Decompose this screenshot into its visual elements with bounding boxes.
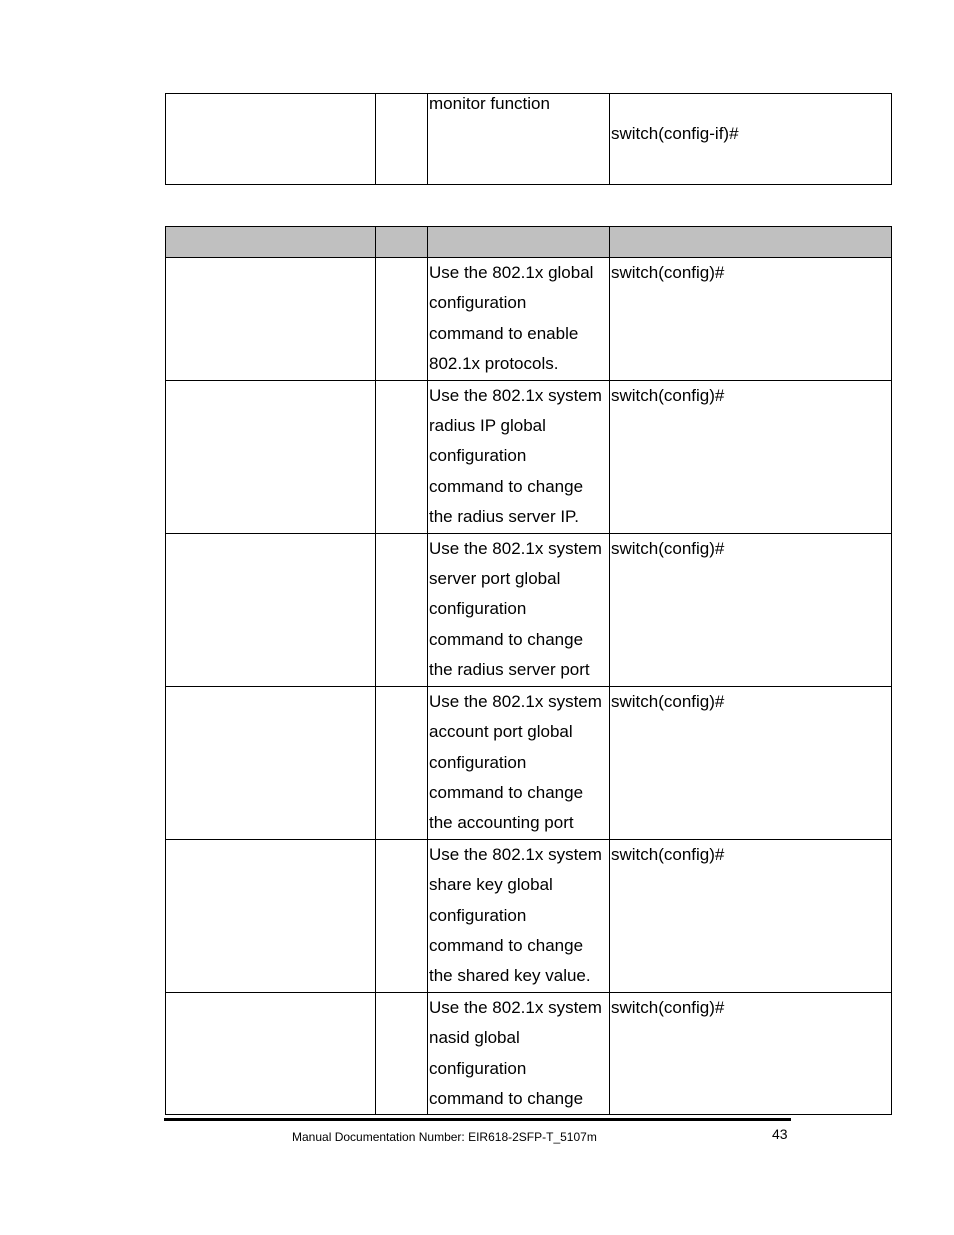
parameter-cell [376, 839, 428, 992]
description-cell [428, 533, 610, 686]
command-cell [166, 686, 376, 839]
table-row [166, 258, 892, 381]
mode-cell: switch(config-if)# [610, 94, 892, 185]
command-cell [166, 839, 376, 992]
page-number: 43 [772, 1126, 788, 1142]
description-line: nasid global [429, 1028, 520, 1048]
description-line: configuration [429, 1058, 527, 1078]
description-line: radius IP global [429, 416, 546, 436]
description-line: Use the 802.1x global [429, 263, 594, 282]
command-cell [166, 533, 376, 686]
description-line: Use the 802.1x system [429, 538, 602, 558]
table-row [166, 686, 892, 839]
description-cell: monitor function [428, 94, 610, 185]
table-row [166, 992, 892, 1115]
mode-cell: switch(config)# [610, 380, 892, 533]
doc-number: Manual Documentation Number: EIR618-2SFP-T_5107m [292, 1130, 597, 1144]
mode-cell: switch(config)# [610, 992, 892, 1115]
description-line: configuration [429, 905, 527, 925]
description-cell [428, 992, 610, 1115]
command-table-802-1x [165, 226, 892, 1115]
command-cell [166, 992, 376, 1115]
command-table-continuation [165, 93, 892, 185]
command-table-body [166, 227, 892, 1115]
description-line: configuration [429, 752, 527, 772]
description-line: command to enable [429, 323, 579, 343]
description-line: Use the 802.1x system [429, 997, 602, 1017]
description-line: server port global [429, 569, 561, 589]
parameter-cell [376, 992, 428, 1115]
parameter-cell [376, 533, 428, 686]
description-cell [428, 380, 610, 533]
command-cell [166, 380, 376, 533]
mode-cell: switch(config)# [610, 839, 892, 992]
table-row [166, 839, 892, 992]
description-line: command to change [429, 629, 584, 649]
description-line: Use the 802.1x system [429, 844, 602, 864]
parameter-cell [376, 258, 428, 381]
description-line: command to change [429, 476, 584, 496]
description-line: the shared key value. [429, 966, 591, 986]
description-line: configuration [429, 599, 527, 619]
description-line: command to change [429, 1088, 584, 1108]
header-cell-mode [610, 227, 892, 258]
table-row [166, 380, 892, 533]
description-cell [428, 686, 610, 839]
description-line: configuration [429, 446, 527, 466]
table-row [166, 533, 892, 686]
description-line: command to change [429, 782, 584, 802]
header-cell-description [428, 227, 610, 258]
description-line: the radius server IP. [429, 507, 579, 527]
parameter-cell [376, 380, 428, 533]
mode-cell: switch(config)# [610, 686, 892, 839]
table-row [166, 94, 892, 185]
mode-cell: switch(config)# [610, 533, 892, 686]
description-line: Use the 802.1x system [429, 385, 602, 405]
command-cell [166, 94, 376, 185]
parameter-cell [376, 686, 428, 839]
description-line: account port global [429, 722, 573, 742]
description-line: share key global [429, 875, 553, 895]
description-cell [428, 839, 610, 992]
description-cell [428, 258, 610, 381]
header-cell-command [166, 227, 376, 258]
description-line: configuration [429, 293, 527, 313]
footer-rule [164, 1118, 791, 1121]
mode-cell: switch(config)# [610, 258, 892, 381]
parameter-cell [376, 94, 428, 185]
description-line: the radius server port [429, 660, 590, 680]
header-cell-parameter [376, 227, 428, 258]
command-cell [166, 258, 376, 381]
description-line: Use the 802.1x system [429, 691, 602, 711]
description-line: the accounting port [429, 813, 574, 833]
description-line: 802.1x protocols. [429, 354, 559, 374]
description-line: command to change [429, 935, 584, 955]
table-header-row [166, 227, 892, 258]
